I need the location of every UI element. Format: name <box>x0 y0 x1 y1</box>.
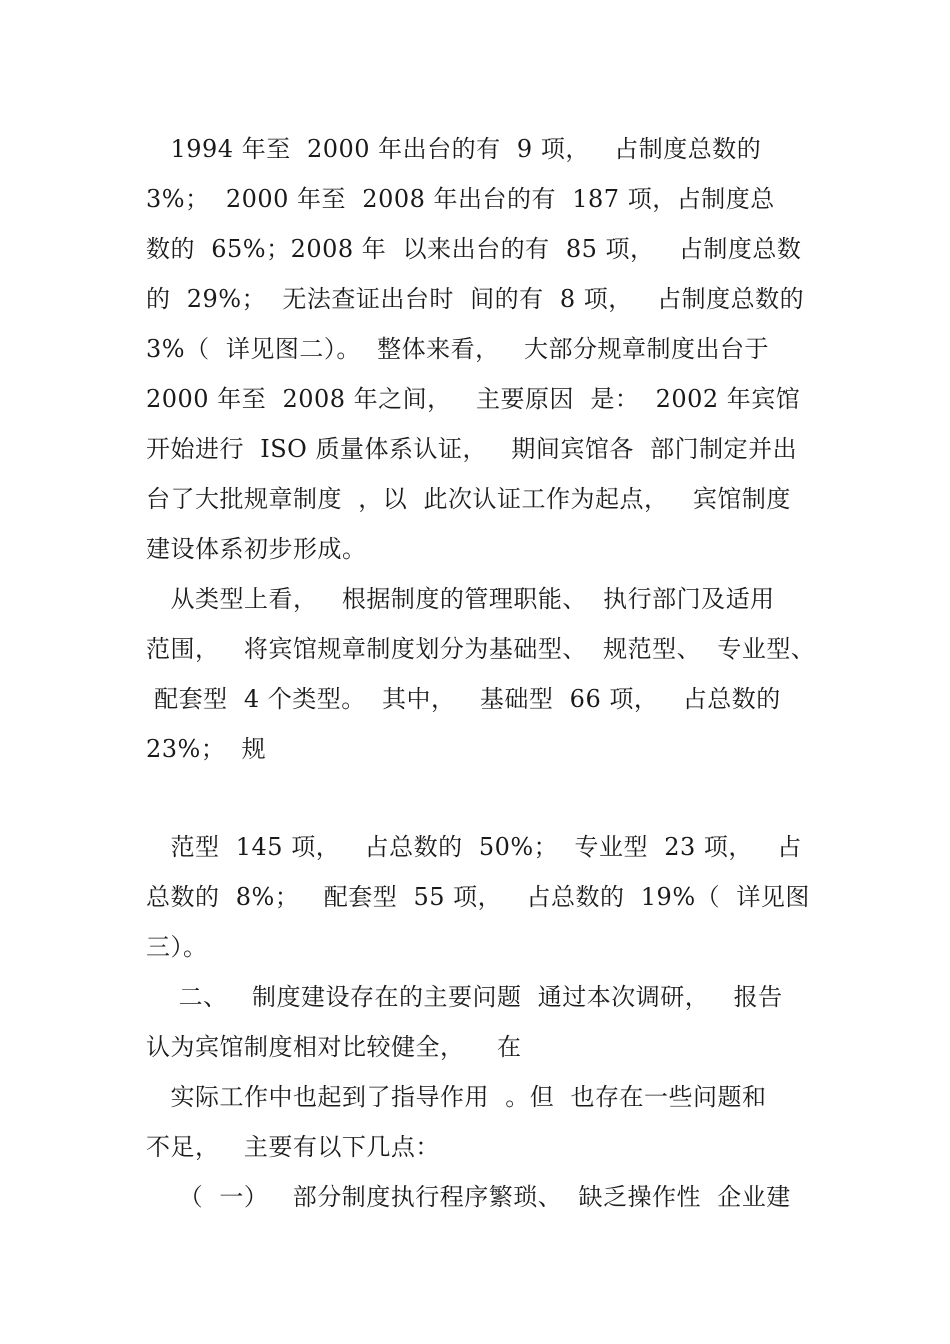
text-line: 实际工作中也起到了指导作用 。但 也存在一些问题和 <box>146 1083 767 1111</box>
text-line: 23%； 规 <box>146 735 267 763</box>
text-line: 的 29%； 无法查证出台时 间的有 8 项， 占制度总数的 <box>146 285 805 313</box>
text-line: 1994 年至 2000 年出台的有 9 项， 占制度总数的 <box>146 135 762 163</box>
text-line: 不足， 主要有以下几点： <box>146 1133 440 1161</box>
text-line: 三）。 <box>146 933 208 961</box>
text-line: 总数的 8%； 配套型 55 项， 占总数的 19%（ 详见图 <box>146 883 810 911</box>
text-line: 范型 145 项， 占总数的 50%； 专业型 23 项， 占 <box>146 833 802 861</box>
text-line: 范围， 将宾馆规章制度划分为基础型、 规范型、 专业型、 <box>146 635 816 663</box>
text-line: 数的 65%；2008 年 以来出台的有 85 项， 占制度总数 <box>146 235 802 263</box>
text-line: 二、 制度建设存在的主要问题 通过本次调研， 报告 <box>146 983 783 1011</box>
text-line: 配套型 4 个类型。 其中， 基础型 66 项， 占总数的 <box>146 685 781 713</box>
text-line: 建设体系初步形成。 <box>146 535 367 563</box>
text-line: 台了大批规章制度 ，以 此次认证工作为起点， 宾馆制度 <box>146 485 791 513</box>
text-line: 3%； 2000 年至 2008 年出台的有 187 项，占制度总 <box>146 185 775 213</box>
text-line: 开始进行 ISO 质量体系认证， 期间宾馆各 部门制定并出 <box>146 435 798 463</box>
text-line: 2000 年至 2008 年之间， 主要原因 是： 2002 年宾馆 <box>146 385 801 413</box>
text-line: 从类型上看， 根据制度的管理职能、 执行部门及适用 <box>146 585 775 613</box>
text-line: 认为宾馆制度相对比较健全， 在 <box>146 1033 522 1061</box>
text-line: 3%（ 详见图二）。 整体来看， 大部分规章制度出台于 <box>146 335 769 363</box>
text-line: （ 一） 部分制度执行程序繁琐、 缺乏操作性 企业建 <box>146 1183 791 1211</box>
